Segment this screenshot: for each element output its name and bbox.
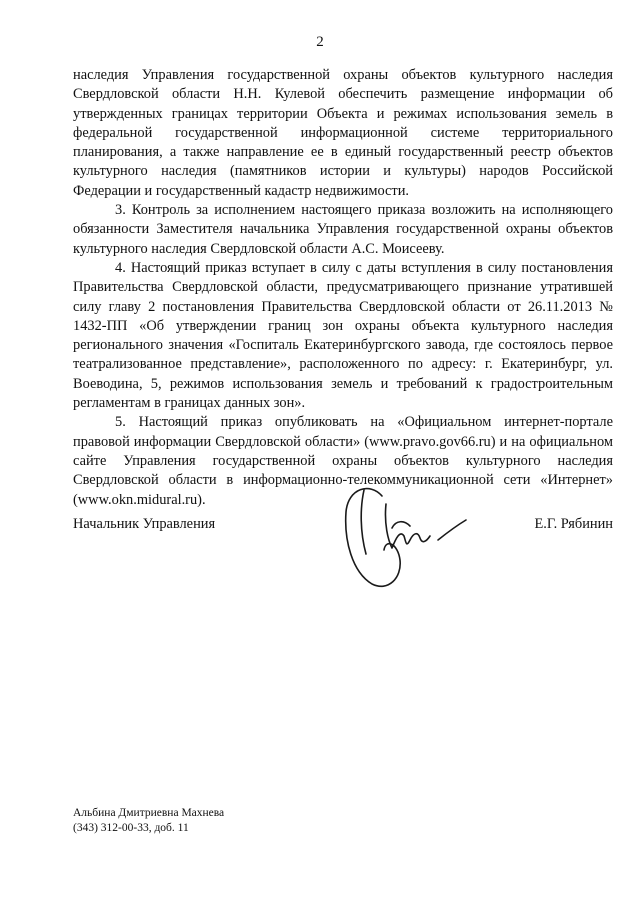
contact-name: Альбина Дмитриевна Махнева [73, 807, 225, 819]
paragraph-continuation: наследия Управления государственной охраны объектов культурного наследия Свердловской области Н.Н. Кулевой обеспечить размещение информации об утвержденных границах территории Объекта и режимах использования земель в федеральной государственной информационной системе территориального планирования, а также направление ее в единый государственный реестр объектов культурного наследия (памятников истории и культуры) народов Российской Федерации и государственный кадастр недвижимости. [73, 67, 613, 199]
document-body [73, 66, 613, 510]
contact-block [73, 806, 224, 836]
page-number: 2 [316, 34, 324, 50]
signatory-name: Е.Г. Рябинин [534, 516, 613, 532]
paragraph-5-publication: 5. Настоящий приказ опубликовать на «Официальном интернет-портале правовой информации Свердловской области» (www.pravo.gov66.ru) и на официальном сайте Управления государственной охраны объектов культурного наследия Свердловской области в информационно-телекоммуникационной сети «Интернет» (www.okn.midural.ru). [73, 414, 613, 508]
signatory-position: Начальник Управления [73, 516, 216, 532]
paragraph-4-effective-date: 4. Настоящий приказ вступает в силу с даты вступления в силу постановления Правительства Свердловской области, предусматривающего признание утратившей силу главу 2 постановления Правительства Свердловской области от 26.11.2013 № 1432-ПП «Об утверждении границ зон охраны объекта культурного наследия регионального значения «Госпиталь Екатеринбургского завода, где состоялось первое театрализованное представление», расположенного по адресу: г. Екатеринбург, ул. Воеводина, 5, режимов использования земель и требований к градостроительным регламентам в границах данных зон». [73, 259, 613, 412]
handwritten-signature [330, 474, 480, 594]
paragraph-3-control: 3. Контроль за исполнением настоящего приказа возложить на исполняющего обязанности Заместителя начальника Управления государственной охраны объектов культурного наследия Свердловской области А.С. Моисееву. [73, 202, 613, 257]
contact-phone: (343) 312-00-33, доб. 11 [73, 822, 189, 834]
